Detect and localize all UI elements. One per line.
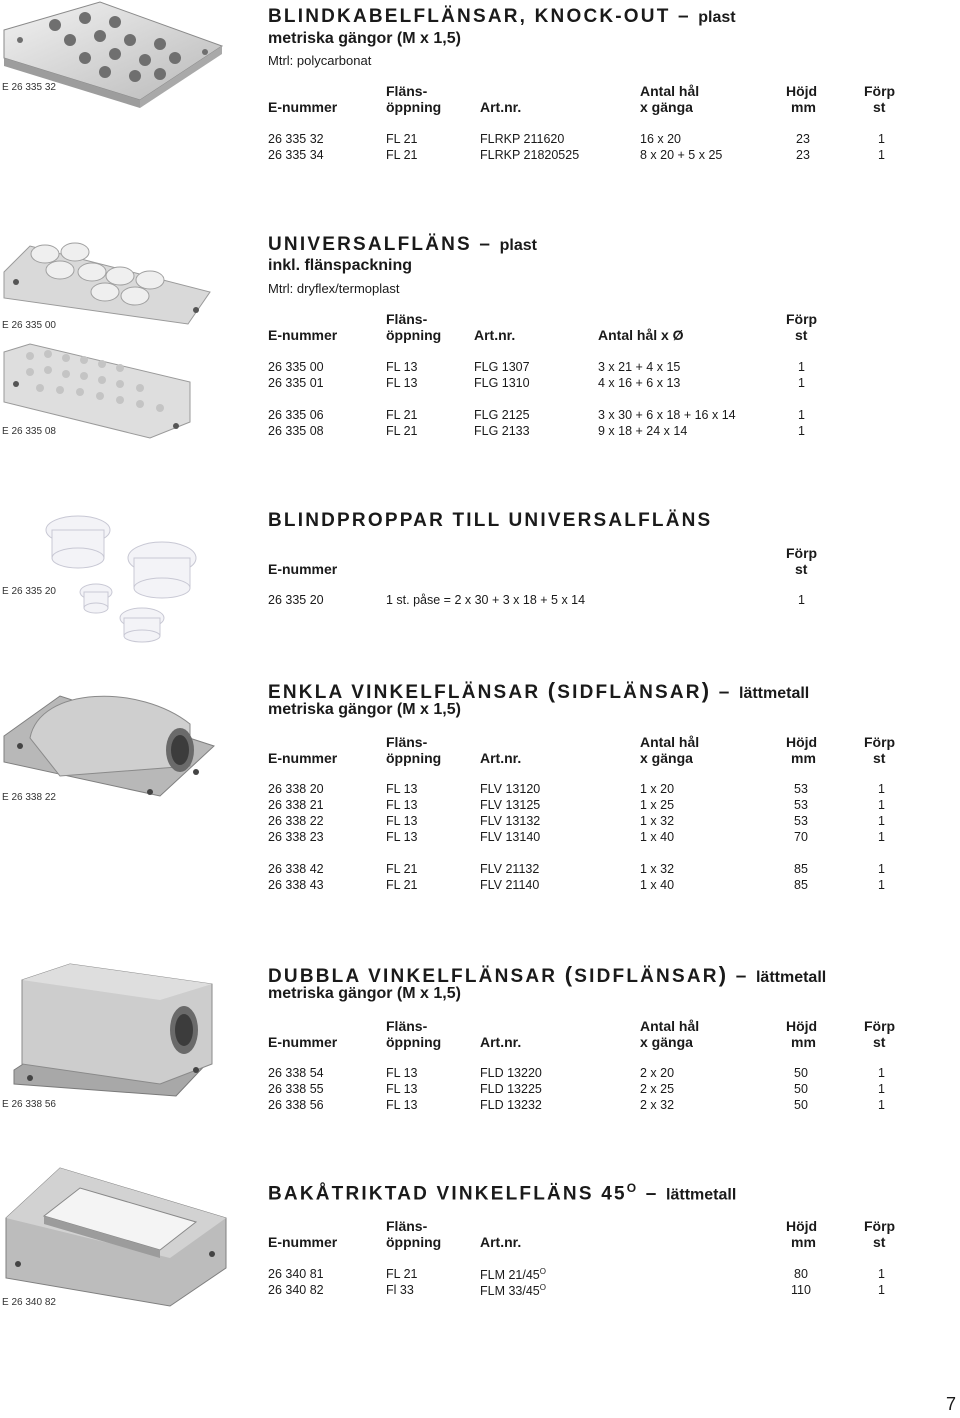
section-title [268, 6, 736, 28]
col-header-artnr: Art.nr. [480, 99, 522, 115]
section-subtitle: inkl. flänspackning [268, 257, 413, 274]
title-text-sidflansar: SIDFLÄNSAR [557, 682, 702, 703]
cell-hojd: 50 [794, 1082, 808, 1096]
col-header-enummer: E-nummer [268, 1034, 338, 1050]
cell-hojd: 23 [796, 132, 810, 146]
cell-artnr: FLG 1307 [474, 360, 530, 374]
col-header-oppning: öppning [386, 750, 442, 766]
cell-forp: 1 [878, 1283, 885, 1297]
col-header-artnr: Art.nr. [480, 1234, 522, 1250]
col-header-flans: Fläns- [386, 1018, 428, 1034]
double-angle-flange-photo [0, 960, 230, 1100]
col-header-ganga: x gänga [640, 1034, 693, 1050]
angled-flange-45-photo [0, 1158, 230, 1308]
cell-flans: FL 21 [386, 408, 418, 422]
col-header-forp: Förp [864, 83, 896, 99]
col-header-enummer: E-nummer [268, 99, 338, 115]
col-header-ganga: x gänga [640, 750, 693, 766]
photo-caption: E 26 338 56 [2, 1099, 56, 1110]
col-header-mm: mm [791, 1234, 816, 1250]
photo-caption: E 26 338 22 [2, 792, 56, 803]
cell-forp: 1 [798, 408, 805, 422]
cell-hojd: 53 [794, 814, 808, 828]
degree-mark: O [539, 1283, 546, 1292]
section-subtitle: metriska gängor (M x 1,5) [268, 30, 461, 47]
cell-forp: 1 [798, 376, 805, 390]
cell-forp: 1 [878, 1098, 885, 1112]
title-dash: – [638, 1183, 667, 1205]
photo-caption: E 26 335 00 [2, 320, 56, 331]
title-text: BAKÅTRIKTAD VINKELFLÄNS 45 [268, 1183, 627, 1205]
material-note: Mtrl: polycarbonat [268, 53, 372, 68]
cell-artnr: FLD 13225 [480, 1082, 542, 1096]
col-header-forp: Förp [786, 545, 818, 561]
cell-artnr: FLD 13220 [480, 1066, 542, 1080]
cell-hojd: 50 [794, 1066, 808, 1080]
col-header-artnr: Art.nr. [480, 1034, 522, 1050]
cell-artnr: FLRKP 211620 [480, 132, 565, 146]
col-header-ganga: x gänga [640, 99, 693, 115]
title-paren-close: ) [701, 678, 712, 703]
col-header-forp: Förp [786, 311, 818, 327]
col-header-enummer: E-nummer [268, 327, 338, 343]
knockout-flange-photo [0, 0, 230, 110]
cell-enummer: 26 335 32 [268, 132, 324, 146]
title-text: BLINDKABELFLÄNSAR, KNOCK-OUT – [268, 6, 699, 27]
col-header-st: st [873, 1234, 886, 1250]
cell-flans: FL 13 [386, 814, 418, 828]
cell-enummer: 26 338 54 [268, 1066, 324, 1080]
cell-enummer: 26 335 08 [268, 424, 324, 438]
col-header-mm: mm [791, 99, 816, 115]
col-header-flans: Fläns- [386, 83, 428, 99]
cell-forp: 1 [798, 360, 805, 374]
cell-enummer: 26 338 42 [268, 862, 324, 876]
col-header-enummer: E-nummer [268, 1234, 338, 1250]
cell-artnr: FLRKP 21820525 [480, 148, 580, 162]
cell-hojd: 70 [794, 830, 808, 844]
cell-hojd: 85 [794, 878, 808, 892]
cell-flans: FL 21 [386, 1267, 418, 1281]
cell-enummer: 26 338 55 [268, 1082, 324, 1096]
col-header-artnr: Art.nr. [480, 750, 522, 766]
cell-flans: FL 13 [386, 798, 418, 812]
cell-antal: 4 x 16 + 6 x 13 [598, 376, 681, 390]
cell-flans: FL 13 [386, 360, 418, 374]
cell-forp: 1 [878, 862, 885, 876]
section-title [268, 1181, 736, 1205]
cell-enummer: 26 340 82 [268, 1283, 324, 1297]
col-header-enummer: E-nummer [268, 561, 338, 577]
cell-enummer: 26 338 20 [268, 782, 324, 796]
cell-antal: 16 x 20 [640, 132, 682, 146]
photo-caption: E 26 335 08 [2, 426, 56, 437]
title-degree: O [626, 1181, 639, 1195]
col-header-antal: Antal hål [640, 734, 700, 750]
col-header-forp: Förp [864, 1218, 896, 1234]
title-paren-open: ( [564, 962, 575, 987]
cell-antal: 3 x 30 + 6 x 18 + 16 x 14 [598, 408, 736, 422]
col-header-artnr: Art.nr. [474, 327, 516, 343]
cell-artnr: FLV 13140 [480, 830, 541, 844]
cell-hojd: 53 [794, 782, 808, 796]
title-paren-open: ( [547, 678, 558, 703]
cell-flans: FL 13 [386, 782, 418, 796]
cell-forp: 1 [878, 830, 885, 844]
title-material: lättmetall [666, 1186, 737, 1204]
col-header-hojd: Höjd [786, 734, 818, 750]
cell-artnr [480, 1267, 546, 1282]
title-paren-close: ) [718, 962, 729, 987]
cell-artnr: FLG 2133 [474, 424, 530, 438]
title-dash: – [728, 966, 756, 987]
title-text: DUBBLA VINKELFLÄNSAR [268, 966, 565, 987]
cell-antal: 3 x 21 + 4 x 15 [598, 360, 681, 374]
title-dash: – [711, 682, 739, 703]
cell-flans: FL 21 [386, 424, 418, 438]
col-header-flans: Fläns- [386, 311, 428, 327]
cell-enummer: 26 338 22 [268, 814, 324, 828]
cell-forp: 1 [798, 424, 805, 438]
cell-flans: FL 13 [386, 1082, 418, 1096]
title-text-sidflansar: SIDFLÄNSAR [574, 966, 719, 987]
artnr-text: FLM 33/45 [480, 1284, 540, 1299]
cell-flans: FL 13 [386, 376, 418, 390]
cell-hojd: 110 [791, 1283, 811, 1297]
cell-description: 1 st. påse = 2 x 30 + 3 x 18 + 5 x 14 [386, 593, 586, 607]
cell-antal: 1 x 32 [640, 862, 675, 876]
cell-enummer: 26 335 34 [268, 148, 324, 162]
universal-flange-photo [0, 232, 230, 332]
cell-forp: 1 [878, 1082, 885, 1096]
cell-flans: FL 13 [386, 830, 418, 844]
cell-antal: 1 x 32 [640, 814, 675, 828]
artnr-text: FLM 21/45 [480, 1268, 540, 1283]
cell-enummer: 26 335 06 [268, 408, 324, 422]
photo-caption: E 26 340 82 [2, 1297, 56, 1308]
col-header-st: st [795, 561, 808, 577]
cell-artnr: FLV 13125 [480, 798, 541, 812]
col-header-oppning: öppning [386, 1234, 442, 1250]
cell-antal: 1 x 25 [640, 798, 675, 812]
section-subtitle: metriska gängor (M x 1,5) [268, 701, 461, 718]
col-header-mm: mm [791, 1034, 816, 1050]
cell-forp: 1 [878, 798, 885, 812]
title-material: lättmetall [739, 685, 810, 702]
title-material: plast [698, 9, 736, 26]
col-header-st: st [873, 750, 886, 766]
cell-artnr: FLG 1310 [474, 376, 530, 390]
cell-enummer: 26 338 43 [268, 878, 324, 892]
page-number: 7 [946, 1394, 957, 1414]
title-material: plast [499, 237, 537, 254]
cell-hojd: 85 [794, 862, 808, 876]
cell-artnr: FLD 13232 [480, 1098, 542, 1112]
col-header-st: st [873, 99, 886, 115]
cell-enummer: 26 335 20 [268, 593, 324, 607]
cell-artnr [480, 1283, 546, 1298]
col-header-hojd: Höjd [786, 1018, 818, 1034]
cell-flans: Fl 33 [386, 1283, 414, 1297]
col-header-flans: Fläns- [386, 1218, 428, 1234]
section-title [268, 234, 537, 256]
cell-flans: FL 21 [386, 132, 418, 146]
cell-forp: 1 [878, 132, 885, 146]
cell-forp: 1 [878, 1066, 885, 1080]
section-title: BLINDPROPPAR TILL UNIVERSALFLÄNS [268, 510, 713, 531]
cell-flans: FL 21 [386, 148, 418, 162]
cell-antal: 1 x 40 [640, 878, 675, 892]
cell-hojd: 23 [796, 148, 810, 162]
col-header-oppning: öppning [386, 1034, 442, 1050]
title-text: UNIVERSALFLÄNS – [268, 234, 500, 255]
cell-enummer: 26 338 23 [268, 830, 324, 844]
cell-flans: FL 21 [386, 862, 418, 876]
col-header-flans: Fläns- [386, 734, 428, 750]
cell-artnr: FLV 13132 [480, 814, 541, 828]
title-material: lättmetall [755, 969, 827, 986]
cell-hojd: 53 [794, 798, 808, 812]
col-header-forp: Förp [864, 734, 896, 750]
cell-antal: 2 x 20 [640, 1066, 675, 1080]
cell-forp: 1 [878, 782, 885, 796]
title-text: ENKLA VINKELFLÄNSAR [268, 682, 548, 703]
col-header-antal: Antal hål [640, 83, 700, 99]
cell-flans: FL 13 [386, 1066, 418, 1080]
col-header-oppning: öppning [386, 99, 442, 115]
cell-artnr: FLG 2125 [474, 408, 530, 422]
cell-forp: 1 [798, 593, 805, 607]
col-header-antal: Antal hål [640, 1018, 700, 1034]
cell-hojd: 80 [794, 1267, 808, 1281]
col-header-forp: Förp [864, 1018, 896, 1034]
col-header-hojd: Höjd [786, 83, 818, 99]
cell-artnr: FLV 21132 [480, 862, 540, 876]
cell-antal: 8 x 20 + 5 x 25 [640, 148, 723, 162]
cell-antal: 9 x 18 + 24 x 14 [598, 424, 688, 438]
cell-forp: 1 [878, 148, 885, 162]
cell-enummer: 26 335 00 [268, 360, 324, 374]
col-header-mm: mm [791, 750, 816, 766]
col-header-st: st [873, 1034, 886, 1050]
cell-artnr: FLV 13120 [480, 782, 541, 796]
photo-caption: E 26 335 32 [2, 82, 56, 93]
degree-mark: O [539, 1267, 546, 1276]
cell-enummer: 26 340 81 [268, 1267, 324, 1281]
cell-flans: FL 21 [386, 878, 418, 892]
cell-flans: FL 13 [386, 1098, 418, 1112]
cell-hojd: 50 [794, 1098, 808, 1112]
cell-forp: 1 [878, 814, 885, 828]
cell-antal: 2 x 32 [640, 1098, 675, 1112]
photo-caption: E 26 335 20 [2, 586, 56, 597]
cell-enummer: 26 338 56 [268, 1098, 324, 1112]
col-header-oppning: öppning [386, 327, 442, 343]
section-subtitle: metriska gängor (M x 1,5) [268, 985, 461, 1002]
cell-antal: 1 x 40 [640, 830, 675, 844]
col-header-antal: Antal hål x Ø [598, 327, 684, 343]
cell-forp: 1 [878, 1267, 885, 1281]
material-note: Mtrl: dryflex/termoplast [268, 281, 400, 296]
cell-forp: 1 [878, 878, 885, 892]
col-header-enummer: E-nummer [268, 750, 338, 766]
cell-antal: 2 x 25 [640, 1082, 675, 1096]
blanking-plugs-photo [0, 508, 230, 648]
col-header-st: st [795, 327, 808, 343]
cell-enummer: 26 338 21 [268, 798, 324, 812]
cell-antal: 1 x 20 [640, 782, 675, 796]
cell-artnr: FLV 21140 [480, 878, 540, 892]
col-header-hojd: Höjd [786, 1218, 818, 1234]
cell-enummer: 26 335 01 [268, 376, 324, 390]
